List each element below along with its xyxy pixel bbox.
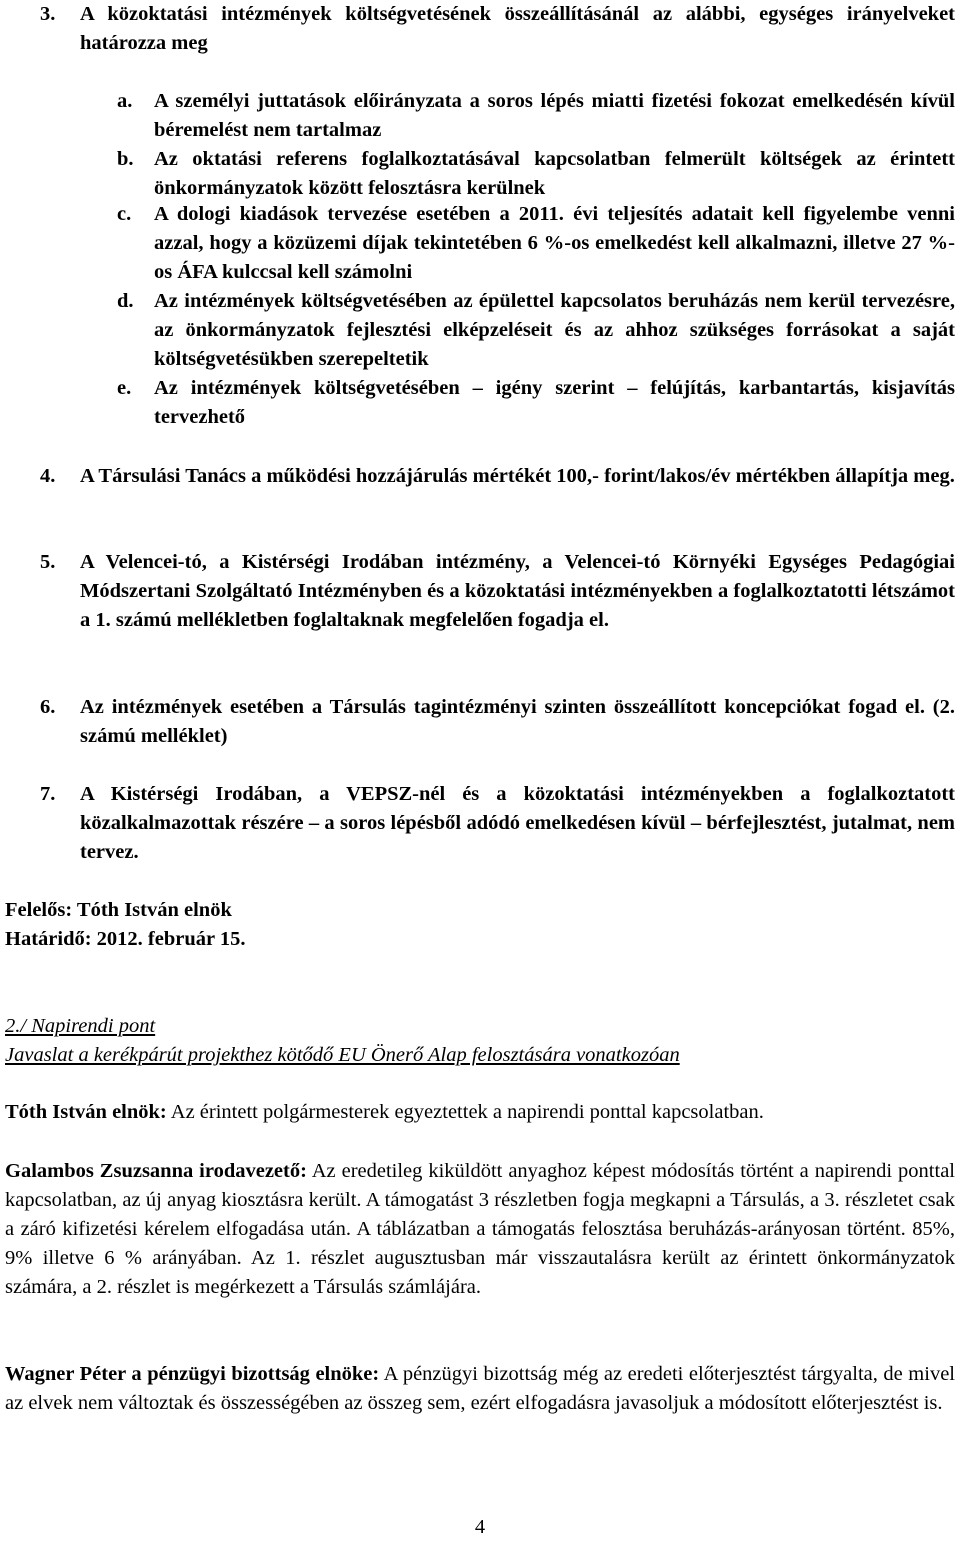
agenda-number: 2./ Napirendi pont: [5, 1015, 156, 1037]
subitem-b: [117, 145, 955, 203]
deadline-line: Határidő: 2012. február 15.: [5, 928, 246, 950]
subitem-text: Az intézmények költségvetésében – igény szerint – felújítás, karbantartás, kisjavítás tervezhető: [154, 377, 955, 428]
speech-text: Az érintett polgármesterek egyeztettek a napirendi ponttal kapcsolatban.: [166, 1101, 764, 1123]
speech-text: A pénzügyi bizottság még az eredeti előterjesztést tárgyalta, de mivel az elvek nem változtak és összességében az összeg sem, ezért elfogadásra javasoljuk a módosított előterjesztést is.: [5, 1363, 955, 1414]
item-text: A Velencei-tó, a Kistérségi Irodában intézmény, a Velencei-tó Környéki Egységes Pedagógiai Módszertani Szolgáltató Intézményben és a közoktatási intézményekben a foglalkoztatotti létszámot a 1. számú mellékletben foglaltaknak megfelelően fogadja el.: [80, 551, 955, 631]
subitem-text: Az intézmények költségvetésében az épülettel kapcsolatos beruházás nem kerül tervezésre, az önkormányzatok fejlesztési elképzeléseit és az ahhoz szükséges forrásokat a saját költségvetésükben szerepeltetik: [154, 290, 955, 370]
subitem-text: A személyi juttatások előirányzata a soros lépés miatti fizetési fokozat emelkedésén kívül béremelést nem tartalmaz: [154, 90, 955, 141]
subitem-label: e.: [117, 377, 132, 399]
subitem-label: a.: [117, 90, 133, 112]
subitem-e: [117, 374, 955, 432]
subitem-text: Az oktatási referens foglalkoztatásával kapcsolatban felmerült költségek az érintett önkormányzatok között felosztásra kerülnek: [154, 148, 955, 199]
page-number: 4: [474, 1516, 486, 1538]
speaker-name: Tóth István elnök:: [5, 1101, 167, 1123]
responsible-line: Felelős: Tóth István elnök: [5, 899, 232, 921]
subitem-c: [117, 200, 955, 287]
item-text: A Társulási Tanács a működési hozzájárulás mértékét 100,- forint/lakos/év mértékben állapítja meg.: [80, 465, 955, 487]
item-text: A közoktatási intézmények költségvetésének összeállításánál az alábbi, egységes irányelveket határozza meg: [80, 3, 955, 54]
subitem-a: [117, 87, 955, 145]
item-number: 6.: [40, 696, 56, 718]
decision-item-4: [40, 462, 955, 491]
speaker-name: Wagner Péter a pénzügyi bizottság elnöke:: [5, 1363, 380, 1385]
item-number: 4.: [40, 465, 56, 487]
speech-wagner: [5, 1360, 955, 1418]
decision-item-7: [40, 780, 955, 867]
decision-item-6: [40, 693, 955, 751]
speech-text: Az eredetileg kiküldött anyaghoz képest módosítás történt a napirendi ponttal kapcsolatban, az új anyag kiosztásra került. A támogatást 3 részletben fogja megkapni a Társulás, a 3. részletet csak a záró kifizetési kérelem elfogadása után. A táblázatban a támogatás felosztása beruházás-arányosan történt. 85%, 9% illetve 6 % arányában. Az 1. részlet augusztusban már visszautalásra került az érintett önkormányzatok számára, a 2. részlet is megérkezett a Társulás számlájára.: [5, 1160, 955, 1298]
speaker-name: Galambos Zsuzsanna irodavezető:: [5, 1160, 307, 1182]
subitem-label: b.: [117, 148, 134, 170]
decision-item-5: [40, 548, 955, 635]
subitem-d: [117, 287, 955, 374]
decision-item-3: [40, 0, 955, 58]
item-text: A Kistérségi Irodában, a VEPSZ-nél és a közoktatási intézményekben a foglalkoztatott közalkalmazottak részére – a soros lépésből adódó emelkedésen kívül – bérfejlesztést, jutalmat, nem tervez.: [80, 783, 955, 863]
subitem-label: c.: [117, 203, 132, 225]
speech-toth: [5, 1098, 955, 1127]
item-number: 7.: [40, 783, 56, 805]
agenda-title: Javaslat a kerékpárút projekthez kötődő EU Önerő Alap felosztására vonatkozóan: [5, 1044, 680, 1066]
item-number: 3.: [40, 3, 56, 25]
item-text: Az intézmények esetében a Társulás tagintézményi szinten összeállított koncepciókat fogad el. (2. számú melléklet): [80, 696, 955, 747]
subitem-label: d.: [117, 290, 134, 312]
speech-galambos: [5, 1157, 955, 1302]
subitem-text: A dologi kiadások tervezése esetében a 2011. évi teljesítés adatait kell figyelembe venni azzal, hogy a közüzemi díjak tekintetében 6 %-os emelkedést kell alkalmazni, illetve 27 %-os ÁFA kulccsal kell számolni: [154, 203, 955, 283]
item-number: 5.: [40, 551, 56, 573]
